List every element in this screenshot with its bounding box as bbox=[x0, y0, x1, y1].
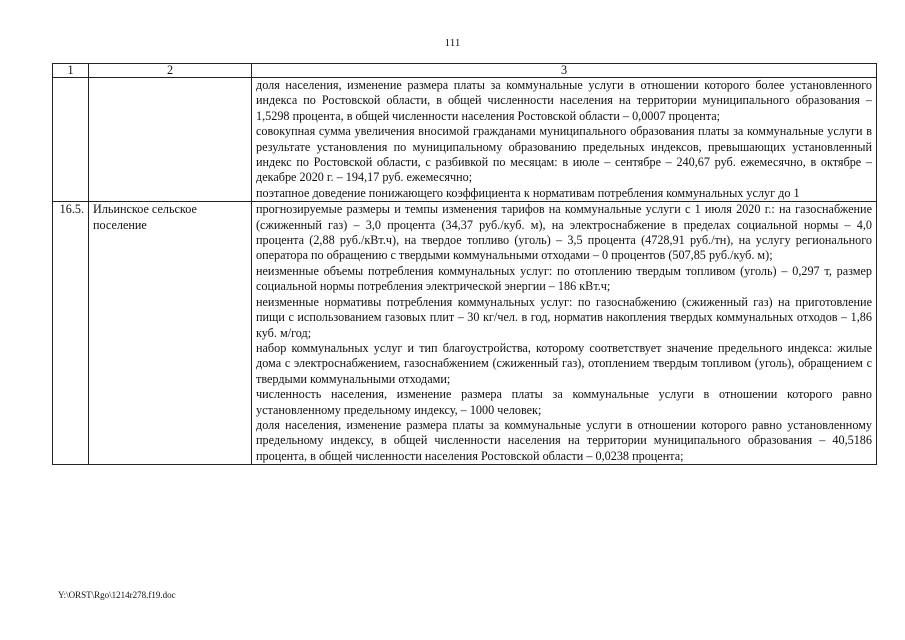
table-row bbox=[53, 78, 877, 202]
description-paragraph: неизменные нормативы потребления коммунальных услуг: по газоснабжению (сжиженный газ) на приготовление пищи с использованием газовых плит – 30 кг/чел. в год, норматив накопления твердых коммунальных отходов – 1,86 куб. м/год; bbox=[256, 294, 872, 340]
row-description bbox=[252, 78, 877, 202]
row-description bbox=[252, 202, 877, 465]
table-row bbox=[53, 202, 877, 465]
description-paragraph: численность населения, изменение размера платы за коммунальные услуги в отношении которого равно установленному предельному индексу, – 1000 человек; bbox=[256, 387, 872, 417]
description-paragraph: доля населения, изменение размера платы за коммунальные услуги в отношении которого более установленного индекса по Ростовской области, в общей численности населения на территории муниципального образования – 1,5298 процента, в общей численности населения Ростовской области – 0,0007 процента; bbox=[256, 78, 872, 123]
description-paragraph: поэтапное доведение понижающего коэффициента к нормативам потребления коммунальных услуг до 1 bbox=[256, 185, 800, 200]
page-number: 111 bbox=[444, 37, 461, 49]
description-paragraph: неизменные объемы потребления коммунальных услуг: по отоплению твердым топливом (уголь) – 0,297 т, размер социальной нормы потребления электрической энергии – 186 кВт.ч; bbox=[256, 263, 872, 294]
row-municipality: Ильинское сельское поселение bbox=[89, 202, 252, 465]
header-col-3: 3 bbox=[252, 64, 877, 78]
description-paragraph: доля населения, изменение размера платы за коммунальные услуги в отношении которого равно установленному предельному индексу, в общей численности населения на территории муниципального образования – 40,5186 процента, в общей численности населения Ростовской области – 0,0238 процента; bbox=[256, 417, 872, 463]
header-col-1: 1 bbox=[53, 64, 89, 78]
description-paragraph: набор коммунальных услуг и тип благоустройства, которому соответствует значение предельного индекса: жилые дома с электроснабжением, газоснабжением (сжиженный газ), отоплением твердым топливом (уголь), обращением с твердыми коммунальными отходами; bbox=[256, 340, 872, 386]
footer-file-path: Y:\ORST\Rgo\1214r278.f19.doc bbox=[58, 590, 176, 600]
description-paragraph: прогнозируемые размеры и темпы изменения тарифов на коммунальные услуги с 1 июля 2020 г.: на газоснабжение (сжиженный газ) – 3,0 процента (34,37 руб./куб. м), на электроснабжение в пределах социальной нормы – 4,0 процента (2,88 руб./кВт.ч), на твердое топливо (уголь) – 3,5 процента (4728,91 руб./тн), на услугу регионального оператора по обращению с твердыми коммунальными отходами – 0 процентов (507,85 руб./куб. м); bbox=[256, 202, 872, 263]
header-col-2: 2 bbox=[89, 64, 252, 78]
row-municipality bbox=[89, 78, 252, 202]
row-number: 16.5. bbox=[53, 202, 89, 465]
table-header-row bbox=[53, 64, 877, 78]
description-paragraph: совокупная сумма увеличения вносимой гражданами муниципального образования платы за коммунальные услуги в результате установления по муниципальному образованию предельных индексов, превышающих установленный индекс по Ростовской области, с разбивкой по месяцам: в июле – сентябре – 240,67 руб. ежемесячно, в октябре – декабре 2020 г. – 194,17 руб. ежемесячно; bbox=[256, 124, 872, 185]
row-number bbox=[53, 78, 89, 202]
tariff-table bbox=[52, 63, 877, 465]
